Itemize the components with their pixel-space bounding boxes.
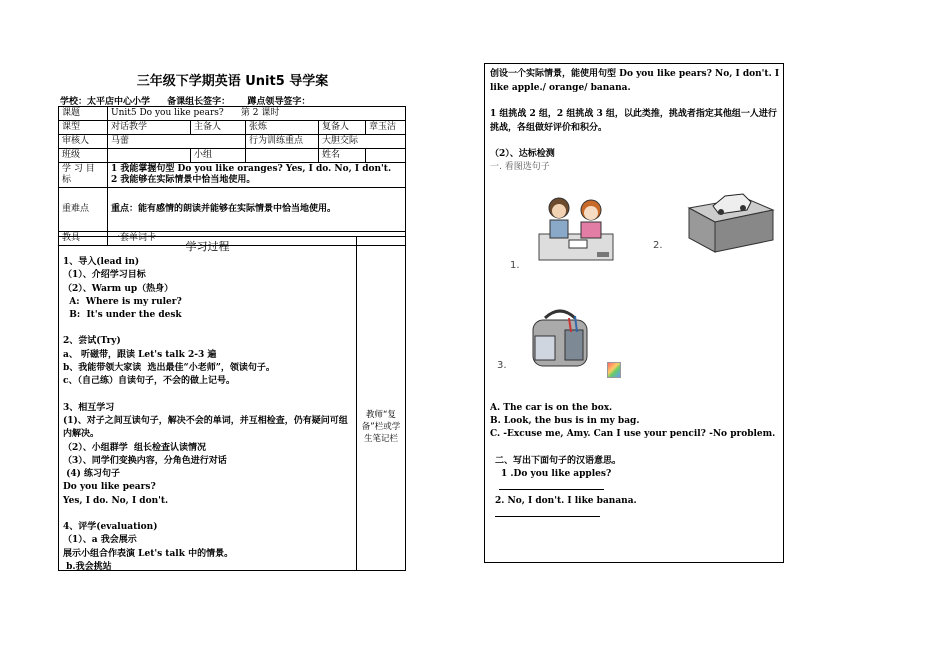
process-line: （2）、Warm up（热身） <box>63 283 174 294</box>
group-label: 小组 <box>191 149 246 163</box>
process-line: （1）、a 我会展示 <box>63 535 137 546</box>
goal-cell: 1 我能掌握句型 Do you like oranges? Yes, I do. No, I don't. 2 我能够在实际情景中恰当地使用。 <box>108 163 406 188</box>
check-heading: （2）、达标检测 <box>490 149 555 159</box>
process-column <box>59 237 357 570</box>
picture-number-2: 2. <box>653 240 663 251</box>
process-line: （1）、介绍学习目标 <box>63 270 146 281</box>
sub-label: 复备人 <box>319 121 366 135</box>
notes-column <box>357 237 405 570</box>
children-picture <box>537 194 617 269</box>
scene-text: 创设一个实际情景，能使用句型 Do you like pears? No, I don't. I like apple./ orange/ banana. <box>490 69 780 93</box>
process-line: （3）、同学们变换内容，分角色进行对话 <box>63 455 227 466</box>
challenge-text: 1 组挑战 2 组，2 组挑战 3 组，以此类推，挑战者指定其他组一人进行挑战，各组做好评价和积分。 <box>490 109 777 133</box>
process-line: （2）、小组群学 组长检查认读情况 <box>63 442 207 453</box>
process-line: 2、尝试(Try) <box>63 336 121 347</box>
school-bag-picture <box>525 304 595 374</box>
right-page-box <box>484 63 784 563</box>
picture-number-3: 3. <box>497 360 507 371</box>
process-line: 3、相互学习 <box>63 402 115 413</box>
process-line: 展示小组合作表演 Let's talk 中的情景。 <box>63 548 234 559</box>
class-label: 班级 <box>59 149 108 163</box>
main-label: 主备人 <box>191 121 246 135</box>
topic-label: 课题 <box>59 107 108 121</box>
process-line: a、 听磁带，跟读 Let's talk 2-3 遍 <box>63 349 217 360</box>
process-line: Yes, I do. No, I don't. <box>63 495 169 506</box>
image-placeholder-icon <box>607 362 621 378</box>
question2-heading: 二、写出下面句子的汉语意思。 <box>495 456 622 466</box>
sentence-2: 2. No, I don't. I like banana. <box>495 496 637 506</box>
process-line: b.我会挑站 <box>63 561 112 572</box>
process-lines <box>59 254 356 576</box>
option-b: B. Look, the bus is in my bag. <box>490 416 640 426</box>
name-label: 姓名 <box>319 149 366 163</box>
type-label: 课型 <box>59 121 108 135</box>
process-title: 学习过程 <box>185 240 230 253</box>
process-line: 4、评学(evaluation) <box>63 522 158 533</box>
process-line: (1)、对子之间互读句子，解决不会的单词，并互相检查，仍有疑问可组内解决。 <box>63 415 348 440</box>
reviewer-value: 马蕾 <box>108 135 246 149</box>
process-line: 1、导入(lead in) <box>63 257 140 267</box>
tools-label: 教具 <box>59 232 108 246</box>
option-a: A. The car is on the box. <box>490 403 613 413</box>
process-line: Do you like pears? <box>63 482 156 493</box>
leader-sign-label: 备课组长签字： <box>167 97 231 107</box>
picture-number-1: 1. <box>510 260 520 271</box>
answer-line-1[interactable] <box>499 481 789 496</box>
sentence-1: 1 .Do you like apples? <box>501 469 612 479</box>
answer-line-2[interactable] <box>495 508 785 523</box>
process-line: (4) 练习句子 <box>63 469 121 480</box>
tools-value: 一套单词卡 <box>108 232 406 246</box>
reviewer-label: 审核人 <box>59 135 108 149</box>
sub-value: 章玉洁 <box>366 121 406 135</box>
page-title: 三年级下学期英语 Unit5 导学案 <box>136 74 329 89</box>
topic-cell: Unit5 Do you like pears? 第 2 课时 <box>108 107 406 121</box>
focus-label: 行为训练重点 <box>246 135 319 149</box>
process-line <box>63 322 352 335</box>
process-line <box>63 389 352 402</box>
process-line: c、（自己练）自读句子，不会的做上记号。 <box>63 376 235 387</box>
focus-value: 大胆交际 <box>319 135 406 149</box>
main-value: 张炼 <box>246 121 319 135</box>
point-sign-label: 蹲点领导签字： <box>247 97 311 107</box>
process-line <box>63 508 352 521</box>
key-label: 重难点 <box>59 188 108 232</box>
school-label: 学校：太平店中心小学 <box>60 97 151 107</box>
info-table <box>58 106 406 246</box>
option-c: C. -Excuse me, Amy. Can I use your pencil? -No problem. <box>490 429 776 439</box>
process-line: A: Where is my ruler? <box>63 296 182 307</box>
process-line: B: It's under the desk <box>63 310 182 321</box>
car-box-picture <box>685 188 777 256</box>
key-value: 重点：能有感情的朗读并能够在实际情景中恰当地使用。 <box>108 188 406 232</box>
goal-label: 学 习 目 标 <box>59 163 108 188</box>
question1-heading: 一. 看图选句子 <box>490 162 550 172</box>
type-value: 对话教学 <box>108 121 191 135</box>
process-table <box>58 236 406 571</box>
notes-label: 教师“复备”栏或学生笔记栏 <box>361 410 401 444</box>
process-line: b、我能带领大家读 选出最佳“小老师”，领读句子。 <box>63 363 275 374</box>
